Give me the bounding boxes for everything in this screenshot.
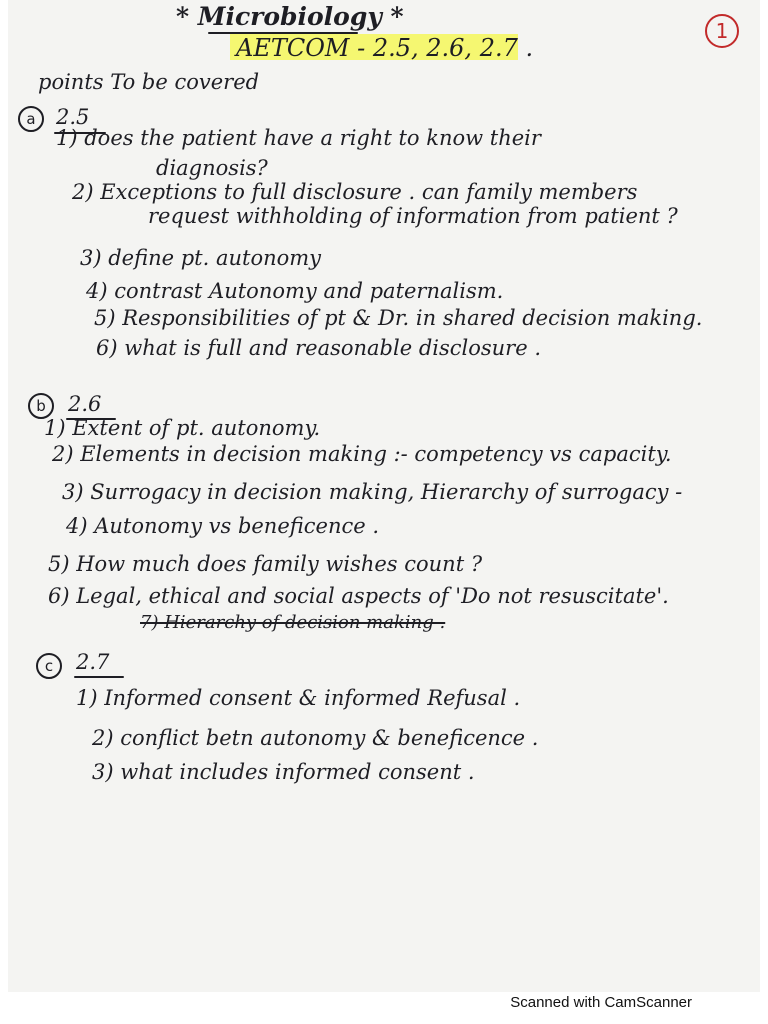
- intro-text: points To be covered: [38, 70, 260, 94]
- list-item: 3) define pt. autonomy: [80, 246, 322, 270]
- section-marker-a: a: [18, 106, 44, 132]
- section-code-2-5: 2.5: [56, 105, 90, 129]
- page-number-badge: 1: [705, 14, 739, 48]
- list-item: 2) conflict betn autonomy & beneficence .: [92, 726, 539, 750]
- list-item: 5) Responsibilities of pt & Dr. in shared decision making.: [94, 306, 703, 330]
- section-code-underline: [74, 676, 124, 678]
- list-item: 6) what is full and reasonable disclosure .: [96, 336, 541, 360]
- list-item: request withholding of information from patient ?: [148, 204, 678, 228]
- page-heading: * Microbiology *: [176, 2, 404, 31]
- section-code-2-6: 2.6: [68, 392, 102, 416]
- list-item: 2) Exceptions to full disclosure . can family members: [72, 180, 638, 204]
- section-marker-b: b: [28, 393, 54, 419]
- page-subheading: AETCOM - 2.5, 2.6, 2.7 .: [236, 34, 534, 62]
- notebook-page: [8, 0, 760, 992]
- list-item: 1) Informed consent & informed Refusal .: [76, 686, 521, 710]
- struck-list-item: 7) Hierarchy of decision making .: [140, 612, 446, 633]
- list-item: 4) Autonomy vs beneficence .: [66, 514, 380, 538]
- list-item: 5) How much does family wishes count ?: [48, 552, 483, 576]
- list-item: 1) does the patient have a right to know their: [56, 126, 541, 150]
- scanner-watermark: Scanned with CamScanner: [510, 994, 692, 1011]
- list-item: 6) Legal, ethical and social aspects of 'Do not resuscitate'.: [48, 584, 669, 608]
- list-item: 3) what includes informed consent .: [92, 760, 475, 784]
- section-code-2-7: 2.7: [76, 650, 110, 674]
- list-item: 4) contrast Autonomy and paternalism.: [86, 279, 504, 303]
- list-item: 2) Elements in decision making :- competency vs capacity.: [52, 442, 672, 466]
- list-item: 1) Extent of pt. autonomy.: [44, 416, 321, 440]
- list-item: 3) Surrogacy in decision making, Hierarchy of surrogacy -: [62, 480, 683, 504]
- list-item: diagnosis?: [156, 156, 268, 180]
- section-marker-c: c: [36, 653, 62, 679]
